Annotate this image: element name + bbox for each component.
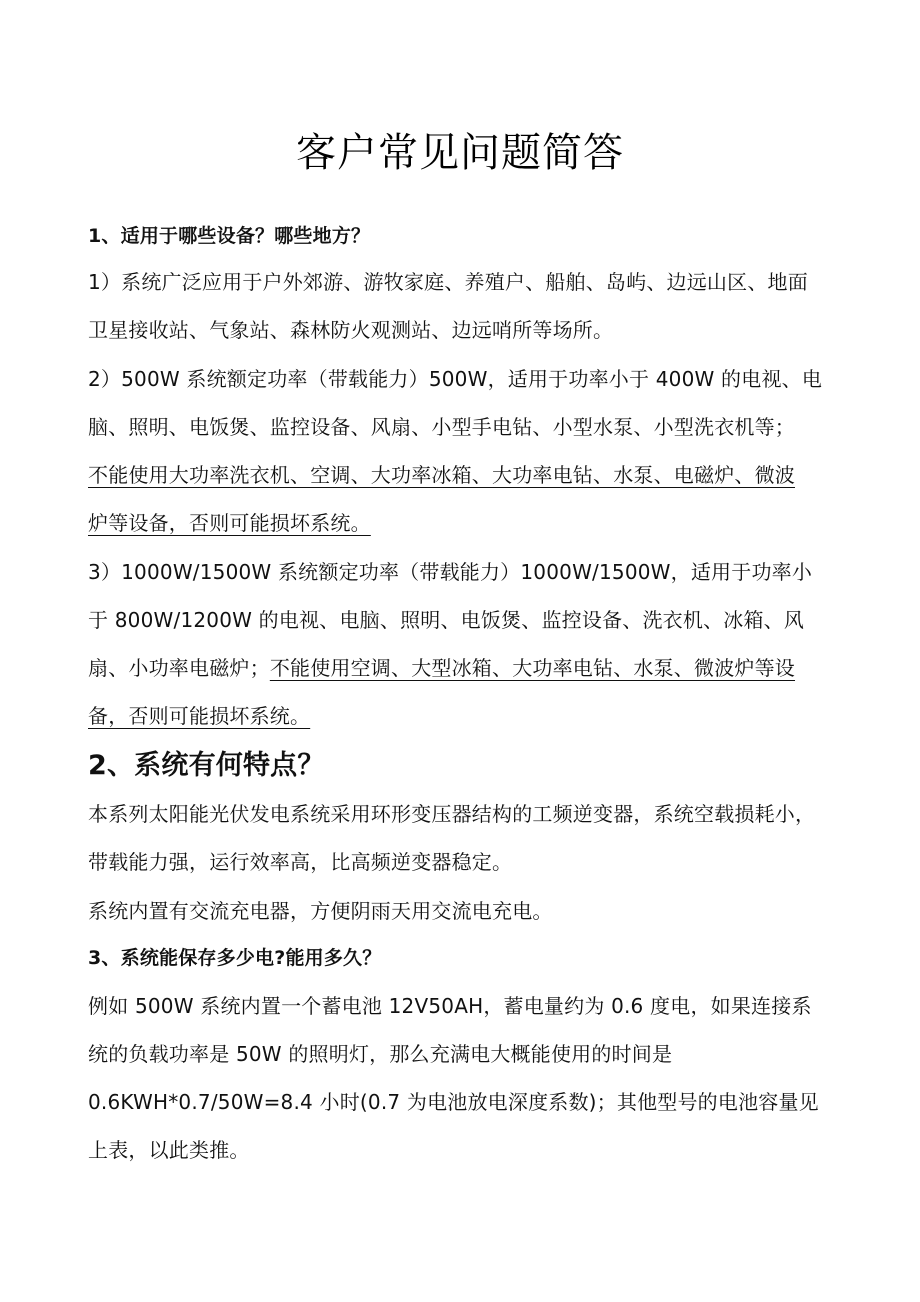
- section-2-heading: 2、系统有何特点？: [88, 750, 325, 781]
- section-1-heading: 1、适用于哪些设备？哪些地方？: [88, 225, 371, 247]
- section-2-line-2: 带载能力强，运行效率高，比高频逆变器稳定。: [88, 850, 513, 874]
- paragraph-3-warning-line-2: 备，否则可能损坏系统。: [88, 704, 311, 728]
- section-3-heading: 3、系统能保存多少电?能用多久？: [88, 947, 382, 969]
- section-3-line-3: 0.6KWH*0.7/50W=8.4 小时(0.7 为电池放电深度系数)；其他型号的电池容量见: [88, 1090, 819, 1114]
- section-2-line-3: 系统内置有交流充电器，方便阴雨天用交流电充电。: [88, 899, 553, 923]
- paragraph-1-line-1: 1）系统广泛应用于户外郊游、游牧家庭、养殖户、船舶、岛屿、边远山区、地面: [88, 270, 808, 294]
- section-3-line-2: 统的负载功率是 50W 的照明灯，那么充满电大概能使用的时间是: [88, 1042, 673, 1066]
- section-2-line-1: 本系列太阳能光伏发电系统采用环形变压器结构的工频逆变器，系统空载损耗小，: [88, 802, 816, 826]
- paragraph-3-line-3: [88, 654, 795, 682]
- paragraph-2-warning-line-2: 炉等设备，否则可能损坏系统。: [88, 511, 371, 535]
- page-title: 客户常见问题简答: [296, 129, 624, 176]
- paragraph-2-line-1: 2）500W 系统额定功率（带载能力）500W，适用于功率小于 400W 的电视、电: [88, 367, 823, 391]
- paragraph-3-line-2: 于 800W/1200W 的电视、电脑、照明、电饭煲、监控设备、洗衣机、冰箱、风: [88, 608, 805, 632]
- section-3-line-4: 上表，以此类推。: [88, 1138, 250, 1162]
- paragraph-3-warning-line-1: 不能使用空调、大型冰箱、大功率电钻、水泵、微波炉等设: [269, 656, 796, 680]
- paragraph-2-warning-line-1: 不能使用大功率洗衣机、空调、大功率冰箱、大功率电钻、水泵、电磁炉、微波: [88, 463, 795, 487]
- paragraph-3-line-1: 3）1000W/1500W 系统额定功率（带载能力）1000W/1500W，适用于功率小: [88, 560, 813, 584]
- paragraph-2-line-2: 脑、照明、电饭煲、监控设备、风扇、小型手电钻、小型水泵、小型洗衣机等；: [88, 415, 795, 439]
- section-3-line-1: 例如 500W 系统内置一个蓄电池 12V50AH，蓄电量约为 0.6 度电，如果连接系: [88, 994, 812, 1018]
- paragraph-3-line-3-text: 扇、小功率电磁炉；: [88, 656, 270, 680]
- paragraph-1-line-2: 卫星接收站、气象站、森林防火观测站、边远哨所等场所。: [88, 318, 614, 342]
